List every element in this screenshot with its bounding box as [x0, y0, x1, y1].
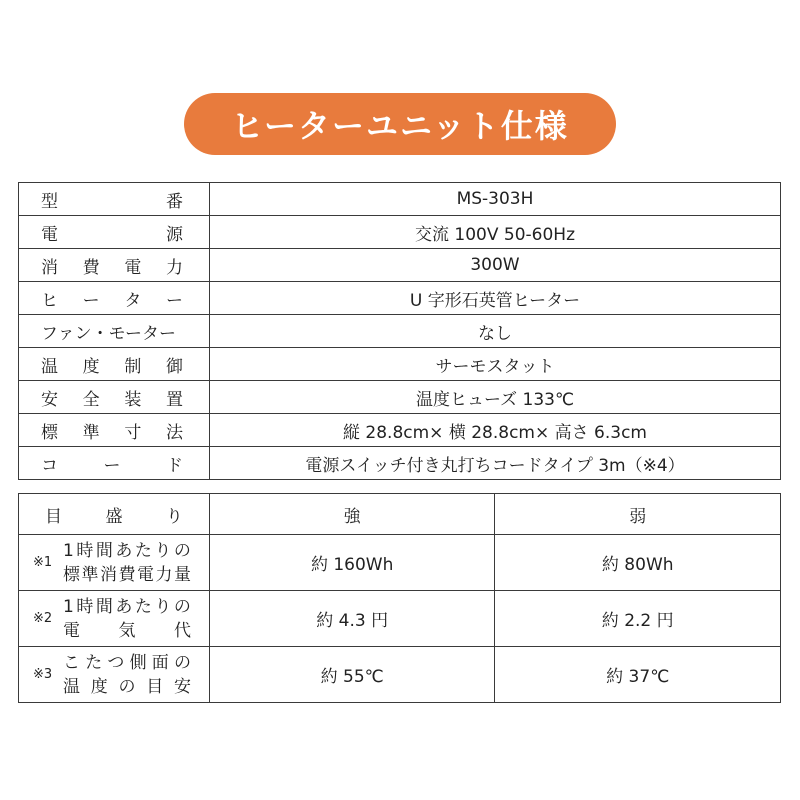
- scale-label-line2: [63, 619, 191, 643]
- footnote-mark: ※3: [33, 667, 53, 682]
- label-char: 御: [165, 356, 183, 377]
- scale-label-lines: [63, 595, 191, 643]
- scale-table: [18, 493, 781, 703]
- label-char: の: [173, 540, 191, 561]
- spec-label-cell: [19, 216, 210, 249]
- label-char: 量: [174, 564, 191, 585]
- spec-row: [19, 282, 781, 315]
- label-char: 時: [76, 596, 94, 617]
- label-char: 全: [82, 389, 100, 410]
- scale-strong-value: 約 4.3 円: [209, 591, 495, 647]
- spec-label: [19, 220, 209, 245]
- spec-value: MS-303H: [210, 183, 781, 216]
- label-char: 温: [41, 356, 58, 377]
- spec-label-cell: [19, 282, 210, 315]
- spec-value: 300W: [210, 249, 781, 282]
- spec-row: [19, 447, 781, 480]
- label-char: 番: [166, 191, 183, 212]
- spec-table: [18, 182, 781, 480]
- label-char: 代: [174, 620, 191, 641]
- label-char: 温: [63, 676, 80, 697]
- scale-row: [19, 535, 781, 591]
- label-char: 度: [90, 676, 108, 697]
- label-char: あ: [115, 540, 133, 561]
- spec-label: [19, 418, 209, 443]
- label-char: の: [173, 652, 191, 673]
- label-char: 力: [165, 257, 183, 278]
- scale-header-label: [19, 502, 209, 527]
- scale-row: [19, 647, 781, 703]
- scale-header-weak: 弱: [495, 494, 781, 535]
- spec-label-cell: [19, 183, 210, 216]
- label-char: 制: [124, 356, 142, 377]
- label-char: 消: [41, 257, 58, 278]
- label-char: ド: [166, 455, 183, 476]
- scale-label-line1: [63, 651, 191, 675]
- label-char: あ: [115, 596, 133, 617]
- label-char: 度: [82, 356, 100, 377]
- label-char: 寸: [124, 422, 142, 443]
- spec-row: [19, 315, 781, 348]
- scale-row: [19, 591, 781, 647]
- scale-label-cell: [19, 535, 210, 591]
- spec-value: 電源スイッチ付き丸打ちコードタイプ 3m（※4）: [210, 447, 781, 480]
- label-char: り: [154, 540, 172, 561]
- spec-label-cell: [19, 381, 210, 414]
- label-char: つ: [107, 652, 125, 673]
- label-char: 標: [41, 422, 58, 443]
- label-char: ー: [103, 455, 121, 476]
- label-char: 消: [100, 564, 117, 585]
- label-char: の: [118, 676, 136, 697]
- spec-value: 交流 100V 50-60Hz: [210, 216, 781, 249]
- spec-row: [19, 216, 781, 249]
- label-char: ヒ: [41, 290, 58, 311]
- label-char: の: [173, 596, 191, 617]
- scale-header-strong: 強: [209, 494, 495, 535]
- scale-strong-value: 約 55℃: [209, 647, 495, 703]
- label-char: ー: [165, 290, 183, 311]
- label-char: り: [165, 506, 183, 527]
- label-char: タ: [124, 290, 142, 311]
- label-char: 準: [82, 422, 100, 443]
- spec-label-cell: [19, 348, 210, 381]
- label-char: 安: [41, 389, 58, 410]
- spec-label-cell: [19, 249, 210, 282]
- label-char: 目: [45, 506, 62, 527]
- spec-label-cell: [19, 447, 210, 480]
- scale-label-line1: [63, 595, 191, 619]
- scale-weak-value: 約 80Wh: [495, 535, 781, 591]
- label-char: 1: [63, 596, 74, 617]
- scale-label-line2: [63, 563, 191, 587]
- spec-label-cell: [19, 315, 210, 348]
- label-char: 電: [124, 257, 142, 278]
- spec-row: [19, 183, 781, 216]
- scale-weak-value: 約 2.2 円: [495, 591, 781, 647]
- scale-label-lines: [63, 539, 191, 587]
- spec-value: U 字形石英管ヒーター: [210, 282, 781, 315]
- label-char: 目: [146, 676, 164, 697]
- scale-header-row: [19, 494, 781, 535]
- scale-label: [19, 595, 209, 643]
- label-char: 電: [137, 564, 154, 585]
- spec-label: [19, 253, 209, 278]
- spec-label: [19, 187, 209, 212]
- scale-header-label-cell: [19, 494, 210, 535]
- scale-label-lines: [63, 651, 191, 699]
- label-char: 費: [118, 564, 136, 585]
- label-char: た: [134, 596, 152, 617]
- scale-weak-value: 約 37℃: [495, 647, 781, 703]
- label-char: 間: [95, 540, 113, 561]
- spec-value: サーモスタット: [210, 348, 781, 381]
- label-char: 電: [41, 224, 58, 245]
- label-char: こ: [63, 652, 80, 673]
- scale-label-cell: [19, 647, 210, 703]
- label-char: 電: [63, 620, 80, 641]
- spec-value: なし: [210, 315, 781, 348]
- spec-row: [19, 414, 781, 447]
- page-title: ヒーターユニット仕様: [184, 93, 616, 155]
- scale-label: [19, 539, 209, 587]
- spec-label-cell: [19, 414, 210, 447]
- label-char: 標: [63, 564, 80, 585]
- footnote-mark: ※1: [33, 555, 53, 570]
- label-char: 力: [155, 564, 173, 585]
- label-char: た: [134, 540, 152, 561]
- spec-label: [19, 286, 209, 311]
- scale-label-line2: [63, 675, 191, 699]
- label-char: 費: [82, 257, 100, 278]
- scale-label: [19, 651, 209, 699]
- label-char: 時: [76, 540, 94, 561]
- label-char: 型: [41, 191, 58, 212]
- label-char: 側: [129, 652, 147, 673]
- spec-label: ファン・モーター: [41, 323, 176, 344]
- label-char: た: [85, 652, 103, 673]
- label-char: 面: [151, 652, 169, 673]
- label-char: 盛: [105, 506, 123, 527]
- spec-row: [19, 381, 781, 414]
- spec-label: [19, 352, 209, 377]
- label-char: 法: [165, 422, 183, 443]
- label-char: 置: [165, 389, 183, 410]
- scale-label-line1: [63, 539, 191, 563]
- label-char: 1: [63, 540, 74, 561]
- label-char: コ: [41, 455, 58, 476]
- footnote-mark: ※2: [33, 611, 53, 626]
- spec-label: [19, 451, 209, 476]
- label-char: 装: [124, 389, 142, 410]
- spec-label: [19, 385, 209, 410]
- label-char: 安: [174, 676, 191, 697]
- label-char: 気: [118, 620, 136, 641]
- label-char: 準: [81, 564, 99, 585]
- spec-row: [19, 249, 781, 282]
- spec-value: 縦 28.8cm× 横 28.8cm× 高さ 6.3cm: [210, 414, 781, 447]
- scale-label-cell: [19, 591, 210, 647]
- label-char: 源: [166, 224, 183, 245]
- spec-row: [19, 348, 781, 381]
- label-char: 間: [95, 596, 113, 617]
- scale-strong-value: 約 160Wh: [209, 535, 495, 591]
- label-char: ー: [82, 290, 100, 311]
- label-char: り: [154, 596, 172, 617]
- spec-value: 温度ヒューズ 133℃: [210, 381, 781, 414]
